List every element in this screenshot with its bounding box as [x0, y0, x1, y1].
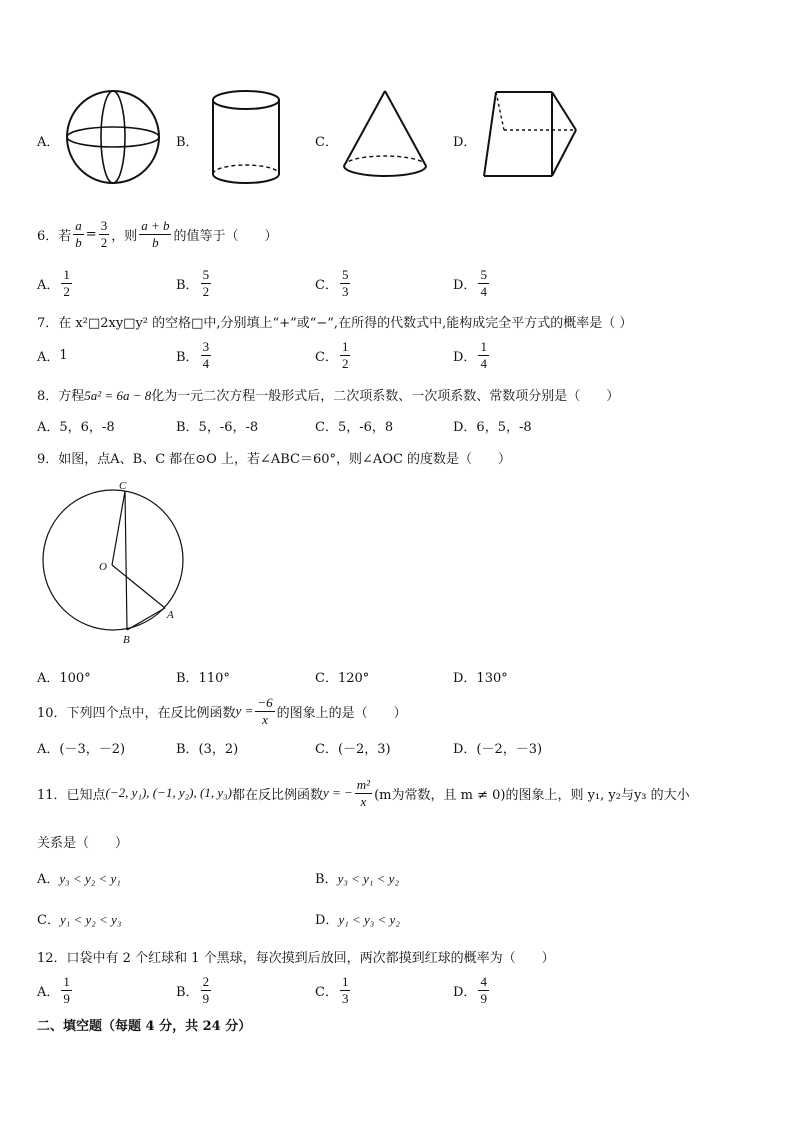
q10-func-frac: $\frac{-6}{x}$	[257, 694, 273, 727]
q6-stem: 6．若 $\frac{a}{b}$ = $\frac{3}{2}$ ，则 $\frac{a + b}{b}$ 的值等于（ ）	[37, 217, 278, 250]
q9-label-o: O	[99, 561, 107, 573]
q9-stem: 9．如图，点A、B、C 都在⊙O 上，若∠ABC＝60°，则∠AOC 的度数是（ ）	[37, 452, 512, 467]
q9-option-a: A．100°	[37, 671, 91, 686]
q9-circle-figure	[36, 478, 196, 650]
q12-stem: 12．口袋中有 2 个红球和 1 个黑球，每次摸到后放回，两次都摸到红球的概率为（ ）	[37, 951, 555, 966]
q5-option-a-label: A．	[37, 135, 60, 150]
q7-option-a: A． 1	[37, 347, 68, 365]
q8-option-d: D．6，5，-8	[453, 420, 532, 435]
q9-label-b: B	[123, 634, 130, 646]
q9-label-a: A	[167, 609, 174, 621]
q11-option-a: A．y₃ < y₂ < y₁	[37, 871, 121, 887]
q12-option-a: A． $\frac{1}{9}$	[37, 973, 70, 1006]
q7-option-d: D． $\frac{1}{4}$	[453, 338, 487, 371]
q8-option-a: A．5，6，-8	[37, 420, 115, 435]
q9-label-c: C	[119, 480, 127, 492]
prism-icon	[478, 88, 582, 182]
q10-func-lhs: y =	[235, 703, 254, 718]
q9-segment-oa	[112, 565, 165, 608]
q7-stem: 7．在 x²□2xy□y² 的空格□中,分别填上“+”或“−”,在所得的代数式中,能构成完全平方式的概率是（ ）	[37, 316, 633, 331]
q8-option-b: B．5，-6，-8	[176, 420, 259, 435]
q5-option-c-label: C．	[315, 135, 338, 150]
q6-options	[37, 265, 597, 301]
q6-option-b: B． $\frac{5}{2}$	[176, 266, 210, 299]
q6-cond-frac1: $\frac{a}{b}$	[75, 217, 82, 250]
q8-equation: 5a² = 6a − 8	[84, 388, 152, 403]
q8-stem: 8．方程5a² = 6a − 8化为一元二次方程一般形式后，二次项系数、一次项系数、常数项分别是（ ）	[37, 388, 620, 404]
q10-option-a: A．(－3，－2)	[37, 742, 126, 757]
q11-option-c: C．y₁ < y₂ < y₃	[37, 912, 122, 928]
q6-option-d: D． $\frac{5}{4}$	[453, 266, 487, 299]
q12-options	[37, 971, 597, 1009]
q11-option-d: D．y₁ < y₃ < y₂	[315, 912, 400, 928]
q6-cond-frac2: $\frac{3}{2}$	[100, 217, 108, 250]
q11-stem: 11．已知点 (−2, y₁), (−1, y₂), (1, y₃) 都在反比例函数 y = − $\frac{\text{m²}}{x}$ (m为常数，且 m ≠ 0) 的图象上，则 y₁, y₂与y₃ 的大小	[37, 776, 690, 809]
q10-stem: 10．下列四个点中，在反比例函数 y = $\frac{-6}{x}$ 的图象上的是（ ）	[37, 694, 407, 727]
q9-option-b: B．110°	[176, 671, 230, 686]
q9-segment-oc	[112, 491, 125, 565]
q11-option-b: B．y₃ < y₁ < y₂	[315, 871, 399, 887]
q9-option-c: C．120°	[315, 671, 370, 686]
q12-option-b: B． $\frac{2}{9}$	[176, 973, 210, 1006]
q6-number: 6．若	[37, 228, 72, 244]
sphere-icon	[66, 90, 162, 186]
q10-option-c: C．(－2，3)	[315, 742, 391, 757]
section-2-title: 二、填空题（每题 4 分，共 24 分）	[37, 1019, 252, 1034]
q6-option-a: A． $\frac{1}{2}$	[37, 266, 70, 299]
q7-options	[37, 337, 597, 373]
q6-option-c: C． $\frac{5}{3}$	[315, 266, 349, 299]
q11-points: (−2, y₁), (−1, y₂), (1, y₃)	[105, 785, 232, 800]
q12-option-c: C． $\frac{1}{3}$	[315, 973, 349, 1006]
q9-segment-ba	[127, 608, 165, 630]
q11-stem-line2: 关系是（ ）	[37, 836, 129, 851]
q11-func-frac: $\frac{\text{m²}}{x}$	[356, 776, 371, 809]
q8-option-c: C．5，-6，8	[315, 420, 394, 435]
q12-option-d: D． $\frac{4}{9}$	[453, 973, 487, 1006]
q7-option-c: C． $\frac{1}{2}$	[315, 338, 349, 371]
q5-option-b-label: B．	[176, 135, 199, 150]
q9-segment-cb	[125, 491, 127, 630]
q9-option-d: D．130°	[453, 671, 508, 686]
q10-option-d: D．(－2，－3)	[453, 742, 543, 757]
q6-expr-frac: $\frac{a + b}{b}$	[141, 217, 170, 250]
q5-option-d-label: D．	[453, 135, 477, 150]
cylinder-icon	[210, 90, 282, 188]
q10-option-b: B．(3，2)	[176, 742, 239, 757]
q7-option-b: B． $\frac{3}{4}$	[176, 338, 210, 371]
cone-icon	[340, 88, 432, 180]
